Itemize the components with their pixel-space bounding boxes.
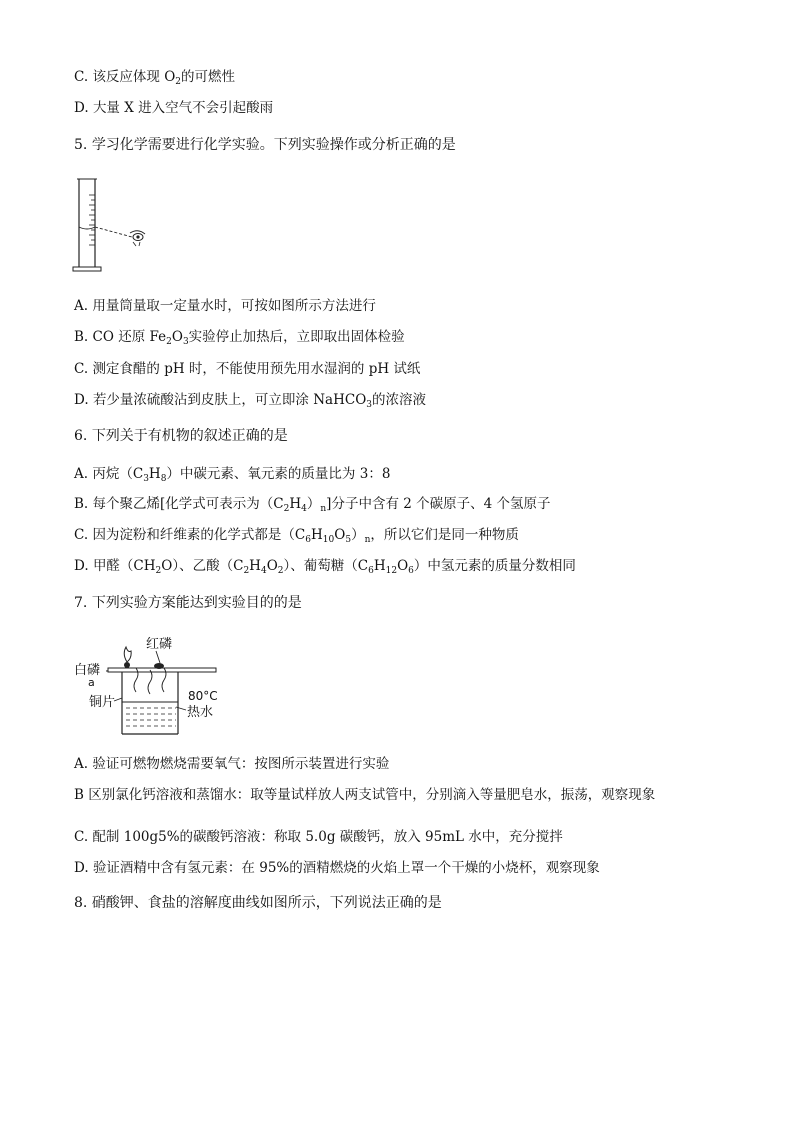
option-5c: C. 测定食醋的 pH 时，不能使用预先用水湿润的 pH 试纸 bbox=[74, 361, 421, 377]
option-7b: B 区别氯化钙溶液和蒸馏水：取等量试样放人两支试管中，分别滴入等量肥皂水，振荡，观察现象 bbox=[74, 787, 656, 803]
label-hot-water: 热水 bbox=[187, 705, 214, 720]
option-4d: D. 大量 X 进入空气不会引起酸雨 bbox=[74, 100, 274, 116]
label-temperature: 80°C bbox=[188, 689, 218, 703]
option-7a: A. 验证可燃物燃烧需要氧气：按图所示装置进行实验 bbox=[74, 756, 390, 772]
label-copper-sheet: 铜片 bbox=[89, 695, 116, 710]
label-red-phosphorus: 红磷 bbox=[146, 637, 173, 652]
option-6a: A. 丙烷$(C_3H_8)$中碳元素、氧元素的质量比为 3：8 bbox=[74, 466, 391, 484]
option-4c: C. 该反应体现 $O_2$的可燃性 bbox=[74, 69, 236, 87]
label-white-phosphorus: 白磷 bbox=[74, 663, 101, 678]
option-7d: D. 验证酒精中含有氢元素：在 95%的酒精燃烧的火焰上罩一个干燥的小烧杯，观察现象 bbox=[74, 860, 600, 876]
option-6c: C. 因为淀粉和纤维素的化学式都是$(C_6H_{10}O_5)_n$，所以它们是同一种物质 bbox=[74, 527, 519, 545]
option-7c: C. 配制 100g5%的碳酸钙溶液：称取 5.0g 碳酸钙，放入 95mL 水中，充分搅拌 bbox=[74, 829, 563, 845]
option-6b: B. 每个聚乙烯[化学式可表示为$(C_2H_4)_n$]分子中含有 2 个碳原子、4 个氢原子 bbox=[74, 496, 551, 514]
question-6: 6. 下列关于有机物的叙述正确的是 bbox=[74, 428, 288, 444]
question-8: 8. 硝酸钾、食盐的溶解度曲线如图所示，下列说法正确的是 bbox=[74, 895, 442, 911]
combustion-apparatus-figure bbox=[70, 630, 240, 742]
option-5d: D. 若少量浓硫酸沾到皮肤上，可立即涂 NaHCO$_3$的浓溶液 bbox=[74, 392, 426, 410]
option-5a: A. 用量筒量取一定量水时，可按如图所示方法进行 bbox=[74, 298, 376, 314]
graduated-cylinder-figure bbox=[70, 175, 160, 275]
label-a: a bbox=[88, 676, 95, 689]
option-5b: B. CO 还原 $Fe_2O_3$实验停止加热后，立即取出固体检验 bbox=[74, 329, 405, 347]
question-5: 5. 学习化学需要进行化学实验。下列实验操作或分析正确的是 bbox=[74, 137, 456, 153]
question-7: 7. 下列实验方案能达到实验目的的是 bbox=[74, 595, 302, 611]
option-6d: D. 甲醛$(CH_2O)$、乙酸$(C_2H_4O_2)$、葡萄糖$(C_6H_{12}O_6)$中氢元素的质量分数相同 bbox=[74, 558, 576, 576]
